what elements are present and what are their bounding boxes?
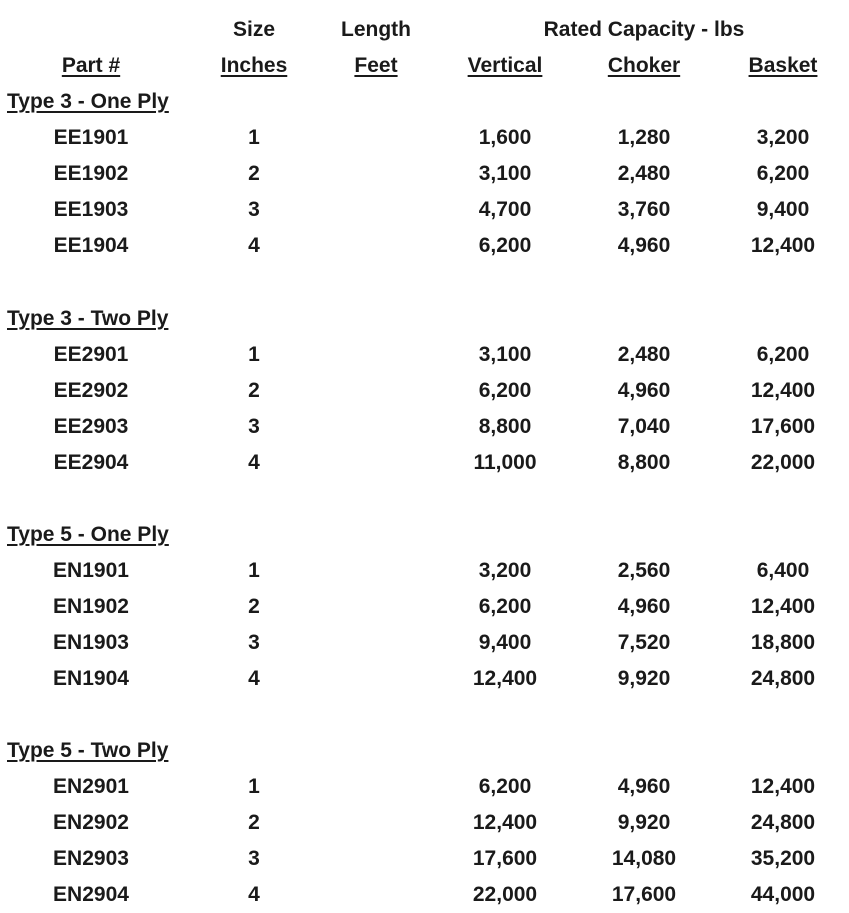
part-number-cell: EN1901 [53,559,129,582]
vertical-capacity-cell: 12,400 [472,667,538,690]
vertical-capacity-cell: 9,400 [478,631,532,654]
vertical-capacity-cell: 6,200 [478,775,532,798]
part-number-cell: EE1903 [53,198,129,221]
basket-capacity-cell: 12,400 [750,379,816,402]
basket-capacity-cell: 6,400 [756,559,810,582]
part-number-cell: EE2902 [53,379,129,402]
basket-capacity-cell: 18,800 [750,631,816,654]
choker-capacity-cell: 2,480 [617,343,671,366]
rated-capacity-header: Rated Capacity - lbs [543,18,745,41]
part-number-cell: EE2901 [53,343,129,366]
size-cell: 1 [248,775,260,798]
length-column-header-top: Length [341,18,411,41]
basket-capacity-cell: 35,200 [750,847,816,870]
part-number-cell: EN1903 [53,631,129,654]
vertical-capacity-cell: 1,600 [478,126,532,149]
size-cell: 2 [248,811,260,834]
size-cell: 1 [248,559,260,582]
choker-header: Choker [607,54,681,77]
vertical-capacity-cell: 22,000 [472,883,538,906]
basket-capacity-cell: 24,800 [750,667,816,690]
choker-capacity-cell: 2,560 [617,559,671,582]
basket-capacity-cell: 3,200 [756,126,810,149]
section-title: Type 5 - Two Ply [7,739,169,762]
part-number-cell: EN1902 [53,595,129,618]
choker-capacity-cell: 14,080 [611,847,677,870]
basket-capacity-cell: 22,000 [750,451,816,474]
part-number-cell: EN2901 [53,775,129,798]
choker-capacity-cell: 3,760 [617,198,671,221]
vertical-capacity-cell: 3,100 [478,343,532,366]
size-cell: 2 [248,379,260,402]
vertical-capacity-cell: 11,000 [473,451,537,474]
size-cell: 1 [248,343,260,366]
size-cell: 1 [248,126,260,149]
size-cell: 4 [248,234,260,257]
vertical-capacity-cell: 4,700 [478,198,532,221]
choker-capacity-cell: 7,040 [617,415,671,438]
part-number-cell: EE2904 [53,451,129,474]
basket-capacity-cell: 44,000 [750,883,816,906]
size-column-header-top: Size [232,18,276,41]
vertical-header: Vertical [467,54,543,77]
part-number-cell: EE1901 [53,126,129,149]
vertical-capacity-cell: 3,200 [478,559,532,582]
vertical-capacity-cell: 12,400 [472,811,538,834]
section-title: Type 3 - One Ply [7,90,169,113]
part-number-cell: EN2904 [53,883,129,906]
size-cell: 3 [248,198,260,221]
basket-capacity-cell: 12,400 [750,595,816,618]
part-number-cell: EE1902 [53,162,129,185]
part-number-cell: EE2903 [53,415,129,438]
choker-capacity-cell: 17,600 [611,883,677,906]
part-number-cell: EE1904 [53,234,129,257]
vertical-capacity-cell: 17,600 [472,847,538,870]
vertical-capacity-cell: 6,200 [478,234,532,257]
size-cell: 3 [248,631,260,654]
size-cell: 4 [248,883,260,906]
part-number-cell: EN2903 [53,847,129,870]
size-cell: 3 [248,847,260,870]
vertical-capacity-cell: 8,800 [478,415,532,438]
section-title: Type 3 - Two Ply [7,307,169,330]
part-number-cell: EN2902 [53,811,129,834]
size-cell: 2 [248,595,260,618]
vertical-capacity-cell: 3,100 [478,162,532,185]
size-cell: 4 [248,667,260,690]
size-cell: 3 [248,415,260,438]
size-inches-header: Inches [220,54,288,77]
basket-capacity-cell: 9,400 [756,198,810,221]
choker-capacity-cell: 1,280 [617,126,671,149]
section-title: Type 5 - One Ply [7,523,169,546]
size-cell: 2 [248,162,260,185]
basket-capacity-cell: 17,600 [750,415,816,438]
basket-capacity-cell: 12,400 [750,775,816,798]
basket-capacity-cell: 6,200 [756,343,810,366]
basket-capacity-cell: 24,800 [750,811,816,834]
choker-capacity-cell: 7,520 [617,631,671,654]
choker-capacity-cell: 4,960 [617,595,671,618]
length-feet-header: Feet [354,54,398,77]
part-number-header: Part # [61,54,121,77]
size-cell: 4 [248,451,260,474]
vertical-capacity-cell: 6,200 [478,595,532,618]
choker-capacity-cell: 4,960 [617,234,671,257]
choker-capacity-cell: 9,920 [617,811,671,834]
choker-capacity-cell: 8,800 [617,451,671,474]
choker-capacity-cell: 4,960 [617,775,671,798]
basket-header: Basket [748,54,818,77]
choker-capacity-cell: 9,920 [617,667,671,690]
vertical-capacity-cell: 6,200 [478,379,532,402]
basket-capacity-cell: 6,200 [756,162,810,185]
part-number-cell: EN1904 [53,667,129,690]
basket-capacity-cell: 12,400 [750,234,816,257]
choker-capacity-cell: 4,960 [617,379,671,402]
choker-capacity-cell: 2,480 [617,162,671,185]
